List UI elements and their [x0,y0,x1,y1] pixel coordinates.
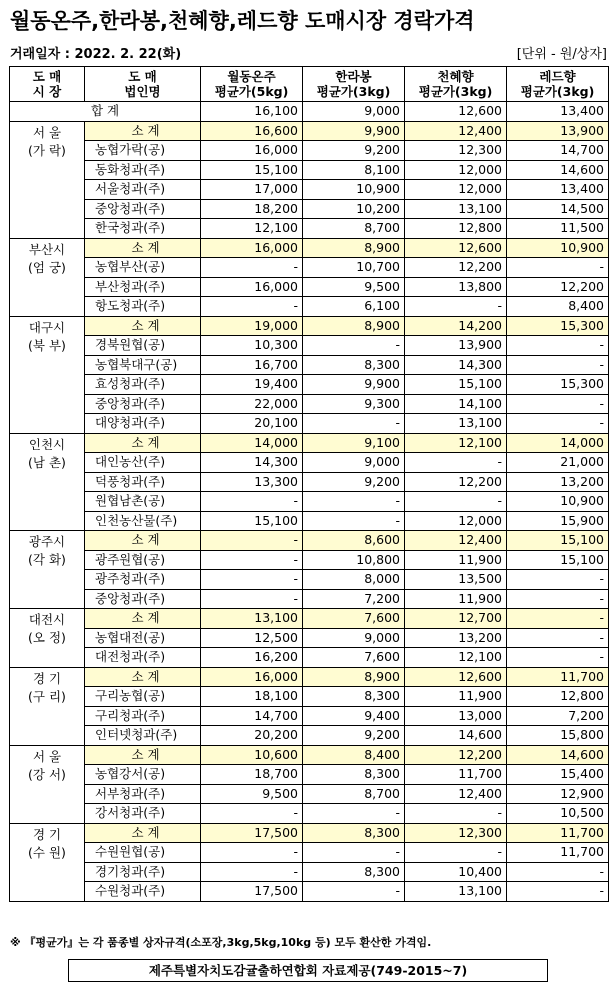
price-cell: 12,800 [405,219,507,239]
corp-name: 대인농산(주) [85,453,201,473]
market-name-line: (북 부) [28,337,66,353]
corp-name: 중앙청과(주) [85,199,201,219]
grand-total-value: 16,100 [201,102,303,122]
corp-name: 서부청과(주) [85,784,201,804]
corp-row [10,628,609,648]
market-name-line: 서 울 [32,748,62,764]
price-cell: 15,800 [507,726,609,746]
price-cell: 12,600 [405,238,507,258]
price-cell: 12,200 [405,745,507,765]
corp-row [10,219,609,239]
price-cell: 8,300 [303,823,405,843]
corp-row [10,570,609,590]
market-name [10,531,85,609]
corp-name: 농협대전(공) [85,628,201,648]
price-cell: 20,200 [201,726,303,746]
price-cell: 15,100 [507,531,609,551]
price-cell: 12,100 [405,433,507,453]
price-cell: 17,500 [201,823,303,843]
price-cell: 7,200 [507,706,609,726]
price-cell: 10,600 [201,745,303,765]
price-cell: 13,500 [405,570,507,590]
price-cell: 17,500 [201,882,303,902]
price-cell: 13,300 [201,472,303,492]
subtotal-row [10,745,609,765]
price-cell: 7,200 [303,589,405,609]
corp-name: 중앙청과(주) [85,589,201,609]
corp-name: 대전청과(주) [85,648,201,668]
price-cell: - [201,804,303,824]
corp-name: 농협가락(공) [85,141,201,161]
price-cell: - [201,862,303,882]
price-cell: - [405,453,507,473]
price-cell: 10,700 [303,258,405,278]
price-cell: 8,900 [303,316,405,336]
price-cell: 14,700 [507,141,609,161]
corp-row [10,199,609,219]
corp-name: 한국청과(주) [85,219,201,239]
price-cell: 21,000 [507,453,609,473]
price-cell: 13,100 [405,414,507,434]
corp-row [10,550,609,570]
price-cell: 13,900 [405,336,507,356]
market-name [10,433,85,531]
subtotal-row [10,667,609,687]
corp-row [10,258,609,278]
corp-name: 농협북대구(공) [85,355,201,375]
price-cell: 8,300 [303,862,405,882]
price-cell: 19,000 [201,316,303,336]
price-cell: - [507,882,609,902]
market-name-line: (각 화) [28,552,66,567]
corp-row [10,141,609,161]
price-cell: 15,400 [507,765,609,785]
market-name-line: 대구시 [28,319,66,335]
price-cell: - [507,570,609,590]
corp-row [10,297,609,317]
market-name-line: 서 울 [32,124,62,140]
price-cell: 22,000 [201,394,303,414]
price-cell: 12,900 [507,784,609,804]
price-cell: 15,100 [507,550,609,570]
price-cell: 7,600 [303,648,405,668]
corp-name: 구리농협(공) [85,687,201,707]
subtotal-row [10,238,609,258]
price-cell: 8,300 [303,765,405,785]
price-cell: 16,000 [201,667,303,687]
price-cell: 8,400 [303,745,405,765]
price-cell: 8,700 [303,219,405,239]
subtotal-label: 소 계 [85,667,201,687]
price-cell: - [405,804,507,824]
price-cell: 15,300 [507,316,609,336]
market-name-line: 광주시 [28,534,66,549]
corp-row [10,765,609,785]
price-cell: 13,100 [405,882,507,902]
market-name-line: (가 락) [28,142,66,158]
price-cell: - [303,843,405,863]
price-cell: 10,400 [405,862,507,882]
price-cell: 12,200 [507,277,609,297]
price-cell: 14,700 [201,706,303,726]
corp-name: 효성청과(주) [85,375,201,395]
grand-total-value: 13,400 [507,102,609,122]
market-name-line: 인천시 [28,436,66,452]
price-cell: - [507,862,609,882]
subtotal-label: 소 계 [85,745,201,765]
subtotal-row [10,121,609,141]
price-cell: 18,100 [201,687,303,707]
header-col: 한라봉 평균가(3kg) [303,67,405,102]
market-name-line: (강 서) [28,766,66,782]
corp-row [10,336,609,356]
price-cell: 13,100 [405,199,507,219]
price-cell: 14,300 [405,355,507,375]
price-cell: 11,700 [507,667,609,687]
header-market: 도 매 시 장 [10,67,85,102]
price-cell: 13,100 [201,609,303,629]
header-col: 레드향 평균가(3kg) [507,67,609,102]
subtotal-label: 소 계 [85,121,201,141]
corp-row [10,511,609,531]
market-name-line: 경 기 [32,670,62,686]
price-cell: 16,000 [201,141,303,161]
grand-total-value: 9,000 [303,102,405,122]
corp-row [10,589,609,609]
price-cell: 14,600 [507,160,609,180]
price-cell: - [507,355,609,375]
market-name-line: 부산시 [28,241,66,257]
market-name-line: (엄 궁) [28,259,66,275]
corp-row [10,355,609,375]
subtotal-label: 소 계 [85,316,201,336]
price-cell: 12,200 [405,472,507,492]
price-cell: 9,300 [303,394,405,414]
price-cell: 7,600 [303,609,405,629]
header-row [10,67,609,102]
header-corp: 도 매 법인명 [85,67,201,102]
price-cell: 9,000 [303,628,405,648]
corp-row [10,843,609,863]
market-name [10,609,85,668]
corp-name: 원협남촌(공) [85,492,201,512]
price-cell: - [303,511,405,531]
market-name-line: (남 촌) [28,454,66,470]
price-cell: 19,400 [201,375,303,395]
price-cell: - [201,297,303,317]
unit-label: [단위 - 원/상자] [516,47,607,62]
price-cell: - [405,297,507,317]
market-name [10,745,85,823]
market-name [10,316,85,433]
corp-row [10,394,609,414]
price-table [9,66,609,902]
price-cell: 12,400 [405,531,507,551]
corp-row [10,862,609,882]
price-cell: 9,200 [303,472,405,492]
market-name [10,667,85,745]
price-cell: 8,300 [303,355,405,375]
header-col: 월동온주 평균가(5kg) [201,67,303,102]
price-cell: 10,900 [303,180,405,200]
price-cell: - [303,492,405,512]
subtotal-label: 소 계 [85,823,201,843]
price-cell: 8,400 [507,297,609,317]
price-cell: - [507,589,609,609]
corp-name: 수원청과(주) [85,882,201,902]
price-cell: - [303,414,405,434]
price-cell: 12,700 [405,609,507,629]
corp-name: 농협부산(공) [85,258,201,278]
price-cell: 9,500 [303,277,405,297]
corp-name: 항도청과(주) [85,297,201,317]
price-cell: 9,200 [303,141,405,161]
price-cell: 9,500 [201,784,303,804]
price-cell: 11,700 [507,843,609,863]
price-cell: 12,500 [201,628,303,648]
market-name-line: 대전시 [28,612,66,627]
price-cell: 16,000 [201,238,303,258]
price-cell: 12,400 [405,784,507,804]
price-cell: 12,300 [405,823,507,843]
price-cell: 9,900 [303,121,405,141]
corp-row [10,160,609,180]
price-cell: 8,100 [303,160,405,180]
price-cell: - [507,414,609,434]
price-cell: 14,600 [507,745,609,765]
corp-name: 구리청과(주) [85,706,201,726]
price-cell: 14,100 [405,394,507,414]
price-cell: 11,700 [507,823,609,843]
price-cell: 15,100 [201,511,303,531]
price-cell: 8,700 [303,784,405,804]
price-cell: 14,600 [405,726,507,746]
price-cell: 11,900 [405,550,507,570]
price-cell: - [201,589,303,609]
price-cell: 10,200 [303,199,405,219]
market-name [10,238,85,316]
price-cell: 13,400 [507,180,609,200]
price-cell: 16,200 [201,648,303,668]
price-cell: - [201,531,303,551]
price-cell: 14,000 [507,433,609,453]
price-cell: 11,500 [507,219,609,239]
subtotal-row [10,316,609,336]
market-name [10,823,85,901]
subtotal-label: 소 계 [85,609,201,629]
price-cell: 12,000 [405,180,507,200]
price-cell: 13,200 [405,628,507,648]
source-box: 제주특별자치도감귤출하연합회 자료제공(749-2015~7) [68,959,548,982]
corp-name: 대양청과(주) [85,414,201,434]
corp-name: 서울청과(주) [85,180,201,200]
price-cell: 6,100 [303,297,405,317]
corp-name: 광주원협(공) [85,550,201,570]
price-cell: 12,200 [405,258,507,278]
price-cell: 14,300 [201,453,303,473]
price-cell: - [201,258,303,278]
price-cell: 12,400 [405,121,507,141]
corp-name: 농협강서(공) [85,765,201,785]
corp-name: 부산청과(주) [85,277,201,297]
corp-row [10,804,609,824]
corp-row [10,414,609,434]
corp-name: 중앙청과(주) [85,394,201,414]
corp-row [10,784,609,804]
price-cell: - [507,609,609,629]
subtotal-row [10,609,609,629]
price-cell: - [201,492,303,512]
price-cell: 12,100 [405,648,507,668]
corp-row [10,882,609,902]
corp-row [10,706,609,726]
price-cell: 18,200 [201,199,303,219]
subtotal-label: 소 계 [85,433,201,453]
subtotal-row [10,531,609,551]
price-cell: 8,600 [303,531,405,551]
price-cell: 9,200 [303,726,405,746]
price-cell: 8,000 [303,570,405,590]
price-cell: 14,000 [201,433,303,453]
corp-row [10,375,609,395]
market-name [10,121,85,238]
price-cell: - [507,648,609,668]
price-cell: 20,100 [201,414,303,434]
price-cell: 10,900 [507,238,609,258]
price-cell: 12,300 [405,141,507,161]
corp-row [10,726,609,746]
price-cell: 15,100 [201,160,303,180]
page-title: 월동온주,한라봉,천혜향,레드향 도매시장 경락가격 [10,9,475,33]
price-cell: 8,900 [303,238,405,258]
corp-row [10,277,609,297]
price-cell: 9,400 [303,706,405,726]
corp-name: 강서청과(주) [85,804,201,824]
corp-row [10,492,609,512]
corp-name: 덕풍청과(주) [85,472,201,492]
corp-row [10,472,609,492]
price-cell: - [201,570,303,590]
price-cell: 11,900 [405,687,507,707]
price-cell: 10,300 [201,336,303,356]
price-cell: 13,800 [405,277,507,297]
price-cell: 15,100 [405,375,507,395]
price-cell: 16,600 [201,121,303,141]
price-cell: 12,800 [507,687,609,707]
price-cell: 14,500 [507,199,609,219]
price-cell: 12,600 [405,667,507,687]
price-cell: 12,000 [405,160,507,180]
corp-row [10,687,609,707]
price-cell: - [507,258,609,278]
price-cell: 10,500 [507,804,609,824]
market-name-line: (오 정) [28,630,66,645]
price-cell: 9,900 [303,375,405,395]
price-cell: 18,700 [201,765,303,785]
corp-name: 인터넷청과(주) [85,726,201,746]
price-cell: - [201,843,303,863]
corp-name: 경북원협(공) [85,336,201,356]
price-cell: 12,000 [405,511,507,531]
price-cell: 11,900 [405,589,507,609]
price-cell: - [303,336,405,356]
price-cell: - [507,336,609,356]
price-cell: - [405,492,507,512]
corp-row [10,648,609,668]
price-cell: 8,300 [303,687,405,707]
price-cell: 10,800 [303,550,405,570]
corp-row [10,453,609,473]
price-cell: 10,900 [507,492,609,512]
subtotal-row [10,823,609,843]
price-cell: - [303,804,405,824]
footnote: ※ 『평균가』는 각 품종별 상자규격(소포장,3kg,5kg,10kg 등) 모두 환산한 가격임. [10,936,432,949]
price-cell: 17,000 [201,180,303,200]
price-cell: 13,000 [405,706,507,726]
corp-row [10,180,609,200]
price-cell: 12,100 [201,219,303,239]
market-name-line: (수 원) [28,844,66,860]
subtotal-label: 소 계 [85,531,201,551]
price-cell: - [405,843,507,863]
corp-name: 인천농산물(주) [85,511,201,531]
price-cell: 16,000 [201,277,303,297]
grand-total-value: 12,600 [405,102,507,122]
market-name-line: (구 리) [28,688,66,704]
price-cell: 15,900 [507,511,609,531]
corp-name: 광주청과(주) [85,570,201,590]
price-cell: - [507,394,609,414]
price-cell: - [507,628,609,648]
corp-name: 수원원협(공) [85,843,201,863]
grand-total-label: 합 계 [10,102,201,122]
header-col: 천혜향 평균가(3kg) [405,67,507,102]
market-name-line: 경 기 [32,826,62,842]
price-cell: - [201,550,303,570]
subtotal-row [10,433,609,453]
price-cell: 13,200 [507,472,609,492]
price-cell: 13,900 [507,121,609,141]
corp-name: 동화청과(주) [85,160,201,180]
price-cell: 14,200 [405,316,507,336]
price-cell: - [303,882,405,902]
trade-date: 거래일자 : 2022. 2. 22(화) [10,47,182,62]
price-cell: 15,300 [507,375,609,395]
price-cell: 16,700 [201,355,303,375]
grand-total-row [10,102,609,122]
price-cell: 9,000 [303,453,405,473]
price-cell: 8,900 [303,667,405,687]
corp-name: 경기청과(주) [85,862,201,882]
price-cell: 11,700 [405,765,507,785]
subtotal-label: 소 계 [85,238,201,258]
price-cell: 9,100 [303,433,405,453]
